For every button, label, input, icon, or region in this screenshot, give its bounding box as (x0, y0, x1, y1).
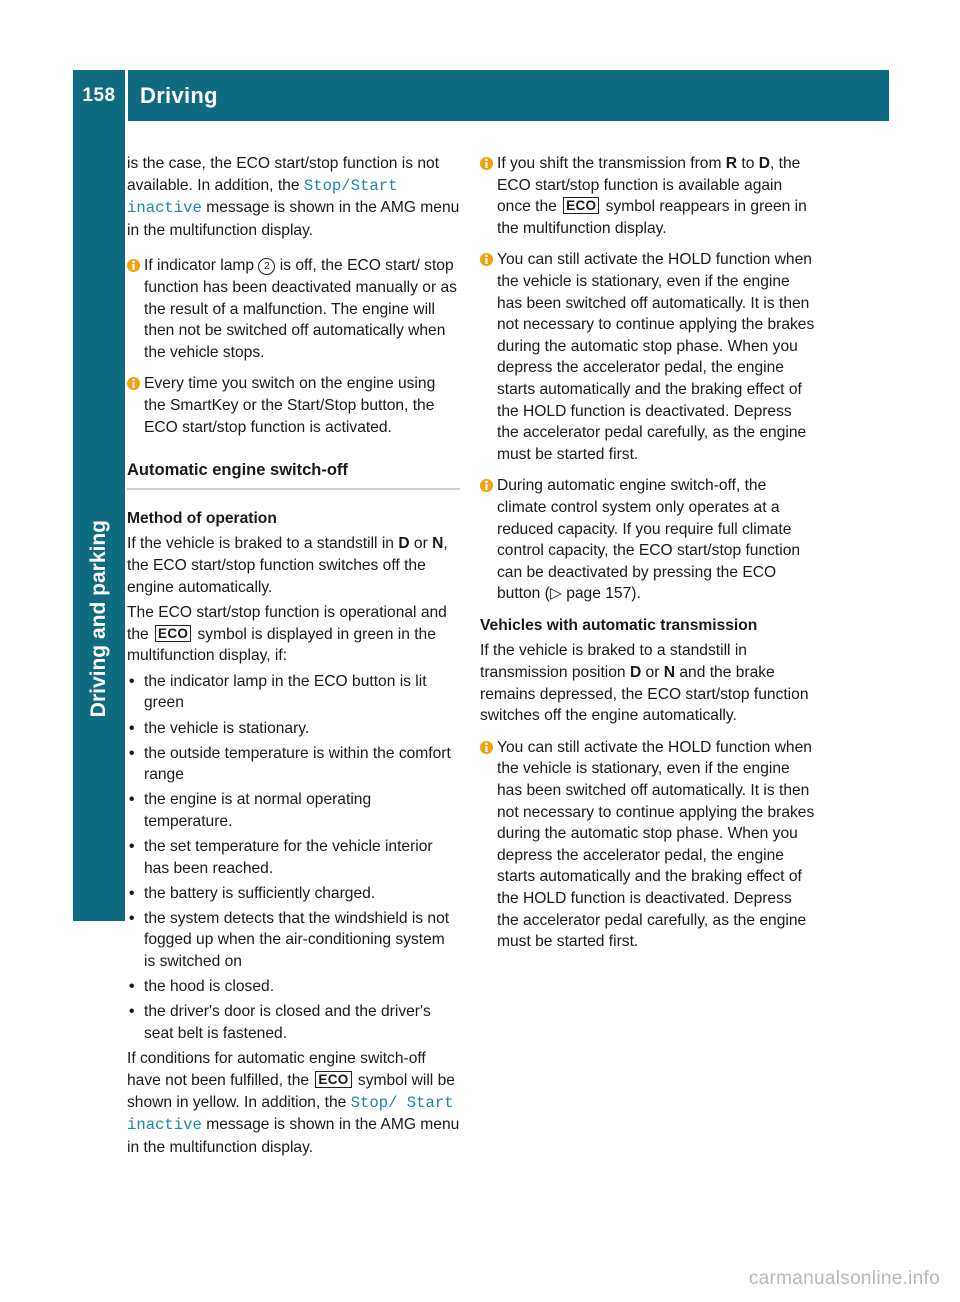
subsection-heading: Method of operation (127, 509, 277, 527)
eco-symbol: ECO (563, 197, 599, 214)
info-icon (127, 258, 140, 273)
info-note (127, 373, 460, 438)
page-title: Driving (140, 83, 218, 108)
subsection-heading: Vehicles with automatic transmission (480, 616, 758, 634)
info-note: You can still activate the HOLD function when the vehicle is stationary, even if the engine has been switched off automatically. It is then not necessary to continue applying the brakes during the automatic stop phase. When you depress the accelerator pedal, the engine starts automatically and the braking effect of the HOLD function is deactivated. Depress the accelerator pedal carefully, as the engine must be started first. (480, 249, 815, 465)
paragraph: The ECO start/stop function is operational and the ECO symbol is displayed in green in the multifunction display, if: (127, 604, 447, 665)
watermark-link[interactable]: carmanualsonline.info (748, 1268, 940, 1289)
info-note: You can still activate the HOLD function when the vehicle is stationary, even if the engine has been switched off automatically. It is then not necessary to continue applying the brakes during the automatic stop phase. When you depress the accelerator pedal, the engine starts automatically and the braking effect of the HOLD function is deactivated. Depress the accelerator pedal carefully, as the engine must be started first. (480, 737, 815, 953)
info-icon (480, 740, 493, 755)
info-icon (480, 156, 493, 171)
left-column (127, 153, 460, 1162)
info-note: If you shift the transmission from R to D, the ECO start/stop function is available again once the ECO symbol reappears in green in the multifunction display. (480, 153, 815, 239)
info-note (127, 255, 460, 363)
paragraph (127, 153, 460, 241)
list-item: • the battery is sufficiently charged. (129, 884, 376, 902)
info-icon (127, 376, 140, 391)
info-icon (480, 478, 493, 493)
list-item: • the driver's door is closed and the driver's seat belt is fastened. (129, 1003, 431, 1042)
page-number: 158 (82, 85, 116, 106)
list-item: • the engine is at normal operating temperature. (129, 791, 372, 830)
list-item: • the outside temperature is within the comfort range (129, 744, 451, 784)
info-note: During automatic engine switch-off, the climate control system only operates at a reduced capacity. If you require full climate control capacity, the ECO start/stop function can be deactivated by pressing the ECO button (▷ page 157). (480, 475, 815, 605)
side-tab-label-wrap (87, 520, 111, 718)
text: Every time you switch on the engine using the SmartKey or the Start/Stop button, the ECO start/stop function is activated. (144, 375, 436, 436)
header-divider (125, 70, 128, 121)
side-tab-label: Driving and parking (87, 520, 110, 718)
section-heading: Automatic engine switch-off (127, 460, 460, 490)
list-item: • the system detects that the windshield is not fogged up when the air-conditioning system is switched on (129, 909, 450, 970)
side-tab-divider (73, 921, 125, 924)
text: is off, the ECO start/ stop function has been deactivated manually or as the result of a malfunction. The engine will then not be switched off automatically when the vehicle stops. (144, 257, 457, 361)
list-item: • the set temperature for the vehicle interior has been reached. (129, 838, 433, 877)
text: message is shown in the AMG menu in the multifunction display. (127, 199, 460, 239)
display-message: Stop/ Start inactive (127, 1093, 454, 1135)
list-item: • the vehicle is stationary. (129, 719, 310, 737)
list-item: • the hood is closed. (129, 978, 275, 996)
eco-symbol: ECO (315, 1071, 351, 1088)
paragraph: If conditions for automatic engine switch-off have not been fulfilled, the ECO symbol will be shown in yellow. In addition, the Stop/ Start inactive message is shown in the AMG menu in the multifunction display. (127, 1050, 460, 1156)
right-column (480, 153, 815, 963)
condition-list (127, 671, 460, 1045)
list-item: • the indicator lamp in the ECO button is lit green (129, 672, 427, 712)
info-icon (480, 252, 493, 267)
display-message: Stop/Start inactive (127, 176, 398, 218)
text: If indicator lamp (144, 257, 259, 275)
indicator-lamp-number: 2 (258, 258, 275, 275)
paragraph: If the vehicle is braked to a standstill in D or N, the ECO start/stop function switches off the engine automatically. (127, 535, 448, 596)
paragraph: If the vehicle is braked to a standstill in transmission position D or N and the brake remains depressed, the ECO start/stop function switches off the engine automatically. (480, 642, 809, 725)
eco-symbol: ECO (155, 625, 191, 642)
text: is the case, the ECO start/stop function is not available. In addition, the (127, 155, 440, 194)
